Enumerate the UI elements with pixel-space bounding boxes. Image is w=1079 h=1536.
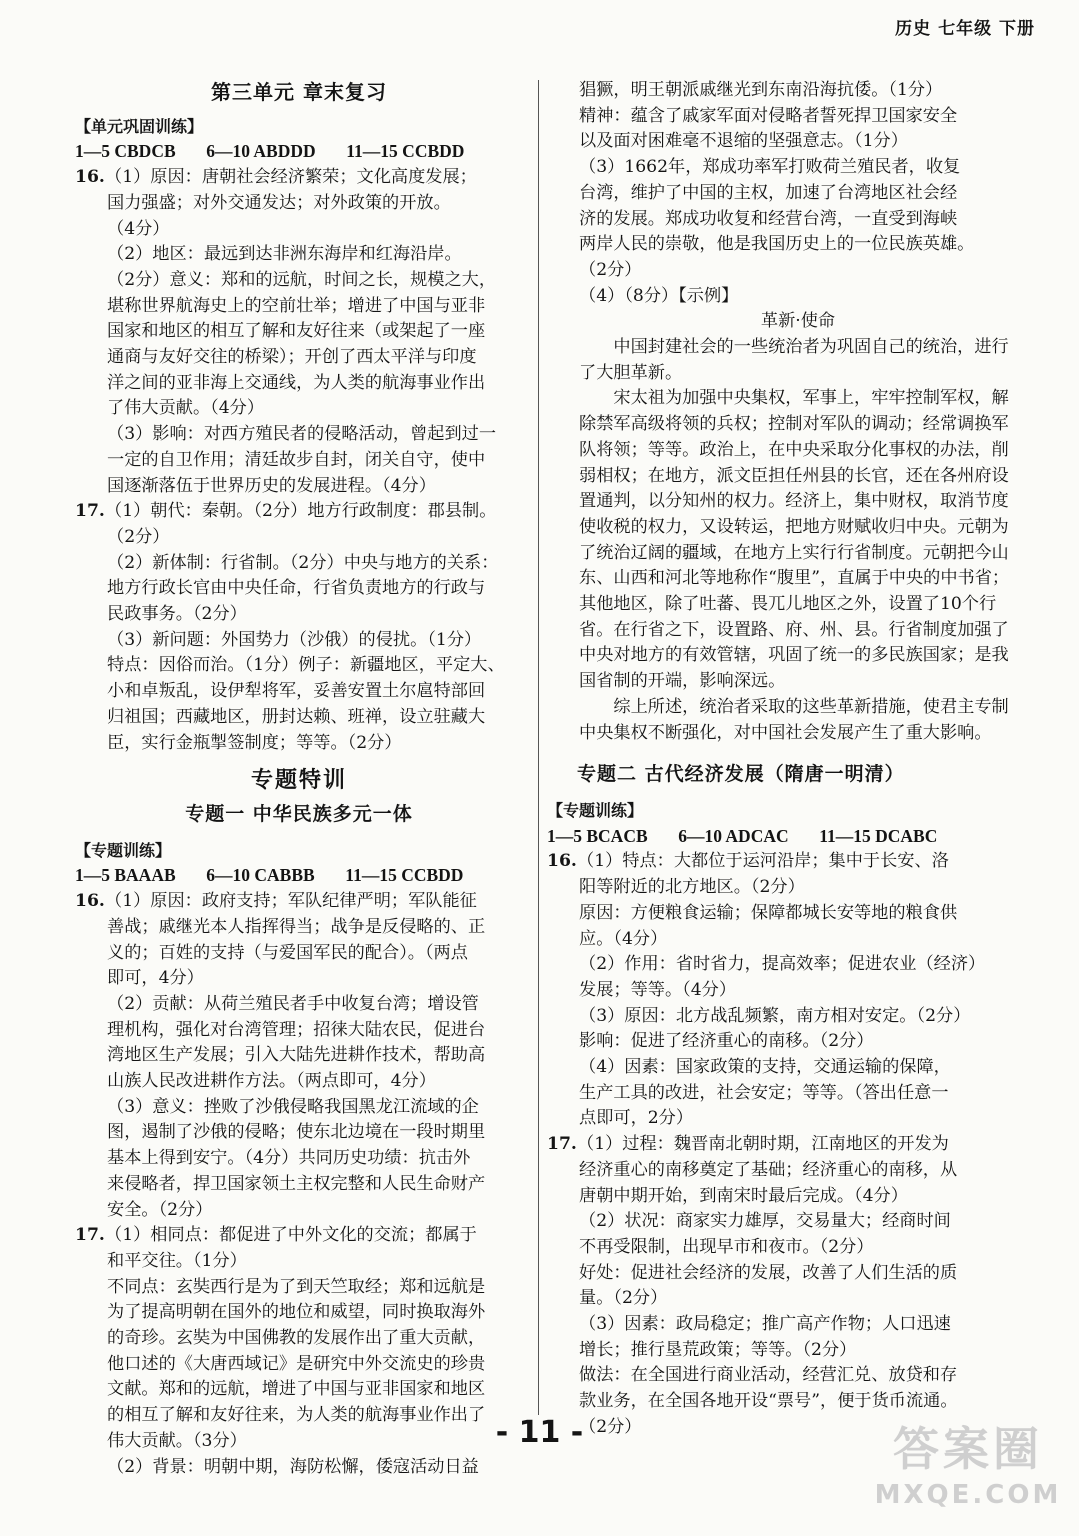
answer-line: 台湾，维护了中国的主权，加速了台湾地区社会经 (579, 182, 958, 203)
answer-line: 善战；戚继光本人指挥得当；战争是反侵略的、正 (107, 916, 486, 937)
answer-line: （4）（8分）【示例】 (579, 285, 739, 306)
answer-line: 应。（4分） (579, 928, 668, 949)
answer-line: （1）过程：魏晋南北朝时期，江南地区的开发为 (577, 1134, 949, 1155)
answer-line: 义的；百姓的支持（与爱国军民的配合）。（两点 (107, 942, 468, 963)
answer-line: 小和卓叛乱，设伊犁将军，妥善安置土尔扈特部回 (107, 681, 486, 702)
question-16-topic-1 (75, 889, 523, 1223)
choice-answers-unit: 1—5 CBDCB 6—10 ABDDD 11—15 CCBDD (75, 141, 465, 162)
column-divider (538, 80, 539, 1415)
answer-line: 臣，实行金瓶掣签制度；等等。（2分） (107, 732, 402, 753)
answer-line: 山族人民改进耕作方法。（两点即可，4分） (107, 1071, 436, 1092)
section-label-topic-2: 【专题训练】 (547, 800, 644, 820)
answer-line: （2）贡献：从荷兰殖民者手中收复台湾；增设管 (107, 993, 479, 1014)
question-number: 16. (547, 851, 577, 872)
answer-line: 图，遏制了沙俄的侵略；使东北边境在一段时期里 (107, 1122, 486, 1143)
answer-line: 唐朝中期开始，到南宋时最后完成。（4分） (579, 1185, 908, 1206)
section-label-topic-1: 【专题训练】 (75, 840, 172, 860)
answer-line: 地方行政长官由中央任命，行省负责地方的行政与 (107, 578, 486, 599)
answer-line: （3）意义：挫败了沙俄侵略我国黑龙江流域的企 (107, 1096, 479, 1117)
answer-line: （3）新问题：外国势力（沙俄）的侵扰。（1分） (107, 629, 482, 650)
answer-line: （1）原因：政府支持；军队纪律严明；军队能征 (105, 891, 477, 912)
page-number: - 11 - (495, 1415, 584, 1450)
answer-line: 通商与友好交往的桥梁）；开创了西太平洋与印度 (107, 347, 477, 368)
answer-line: 两岸人民的崇敬，他是我国历史上的一位民族英雄。 (579, 234, 975, 255)
answer-line: （1）相同点：都促进了中外文化的交流；都属于 (105, 1225, 477, 1246)
essay-paragraph: 宋太祖为加强中央集权，军事上，牢牢控制军权，解除禁军高级将领的兵权；控制对军队的调动；经常调换军队将领；等等。政治上，在中央采取分化事权的办法，削弱相权；在地方，派文臣担任州县的长官，还在各州府设置通判，以分知州的权力。经济上，集中财权，取消节度使收税的权力，又设转运，把地方财赋收归中央。元朝为了统治辽阔的疆域，在地方上实行行省制度。元朝把今山东、山西和河北等地称作“腹里”，直属于中央的中书省；其他地区，除了吐蕃、畏兀儿地区之外，设置了10个行省。在行省之下，设置路、府、州、县。行省制度加强了中央对地方的有效管辖，巩固了统一的多民族国家；是我国省制的开端，影响深远。 (579, 388, 1010, 692)
answer-line: 发展；等等。（4分） (579, 979, 737, 1000)
answer-line: 和平交往。（1分） (107, 1250, 247, 1271)
section-label-unit: 【单元巩固训练】 (75, 116, 204, 136)
question-number: 16. (75, 891, 105, 912)
answer-line: （2分）意义：郑和的远航，时间之长，规模之大， (107, 269, 497, 290)
answer-line: 了伟大贡献。（4分） (107, 398, 265, 419)
answer-line: 量。（2分） (579, 1288, 668, 1309)
answer-line: 民政事务。（2分） (107, 604, 247, 625)
answer-line: （1）朝代：秦朝。（2分）地方行政制度：郡县制。 (105, 501, 497, 522)
answer-line: （2）背景：明朝中期，海防松懈，倭寇活动日益 (107, 1456, 479, 1477)
answer-line: （2）新体制：行省制。（2分）中央与地方的关系： (107, 552, 499, 573)
essay-paragraph: 中国封建社会的一些统治者为巩固自己的统治，进行了大胆革新。 (579, 337, 1009, 383)
answer-line: （3）因素：政局稳定；推广高产作物；人口迅速 (579, 1314, 951, 1335)
question-16-topic-2 (547, 849, 1017, 1132)
answer-line: （2分） (579, 1416, 642, 1437)
left-column (75, 78, 523, 1480)
answer-line: 原因：方便粮食运输；保障都城长安等地的粮食供 (579, 902, 958, 923)
continued-answer (547, 78, 1017, 746)
answer-line: 来侵略者，捍卫国家领土主权完整和人民生命财产 (107, 1173, 486, 1194)
answer-line: （4分） (107, 218, 170, 239)
answer-line: 点即可，2分） (579, 1108, 694, 1129)
answer-line: 好处：促进社会经济的发展，改善了人们生活的质 (579, 1262, 958, 1283)
answer-line: 伟大贡献。（3分） (107, 1430, 247, 1451)
answer-line: 增长；推行垦荒政策；等等。（2分） (579, 1339, 857, 1360)
answer-line: 款业务，在全国各地开设“票号”，便于货币流通。 (579, 1391, 958, 1412)
header-subject: 历史 七年级 下册 (895, 19, 1035, 39)
answer-line: 阳等附近的北方地区。（2分） (579, 877, 805, 898)
answer-line: （4）因素：国家政策的支持，交通运输的保障， (579, 1057, 951, 1078)
answer-line: 洋之间的亚非海上交通线，为人类的航海事业作出 (107, 372, 486, 393)
answer-line: 为了提高明朝在国外的地位和威望，同时换取海外 (107, 1302, 486, 1323)
answer-line: 不同点：玄奘西行是为了到天竺取经；郑和远航是 (107, 1276, 486, 1297)
answer-line: 影响：促进了经济重心的南移。（2分） (579, 1031, 874, 1052)
topic-1-title: 专题一 中华民族多元一体 (185, 802, 413, 825)
answer-line: （2）状况：商家实力雄厚，交易量大；经商时间 (579, 1211, 951, 1232)
question-17-topic-2 (547, 1132, 1017, 1440)
answer-line: 以及面对困难毫不退缩的坚强意志。（1分） (579, 131, 908, 152)
special-training-title: 专题特训 (250, 768, 347, 794)
answer-line: 他口述的《大唐西域记》是研究中外交流史的珍贵 (107, 1353, 486, 1374)
answer-line: 生产工具的改进，社会安定；等等。（答出任意一 (579, 1082, 949, 1103)
answer-line: 即可，4分） (107, 968, 204, 989)
answer-line: 湾地区生产发展；引入大陆先进耕作技术，帮助高 (107, 1045, 486, 1066)
answer-line: 精神：蕴含了戚家军面对侵略者誓死捍卫国家安全 (579, 105, 958, 126)
watermark-text: 答案圈 (893, 1422, 1043, 1476)
answer-line: 归祖国；西藏地区，册封达赖、班禅，设立驻藏大 (107, 706, 486, 727)
answer-line: 猖獗，明王朝派戚继光到东南沿海抗倭。（1分） (579, 80, 943, 100)
answer-line: （1）原因：唐朝社会经济繁荣；文化高度发展； (105, 167, 477, 188)
answer-line: （3）影响：对西方殖民者的侵略活动，曾起到过一 (107, 424, 497, 445)
essay-title: 革新·使命 (760, 311, 836, 332)
answer-line: 基本上得到安宁。（4分）共同历史功绩：抗击外 (107, 1148, 471, 1169)
watermark-url: MXQE.COM (874, 1480, 1062, 1510)
question-17-unit (75, 499, 523, 756)
answer-line: （1）特点：大都位于运河沿岸；集中于长安、洛 (577, 851, 949, 872)
choice-answers-topic-2: 1—5 BCACB 6—10 ADCAC 11—15 DCABC (547, 825, 938, 846)
answer-line: 做法：在全国进行商业活动，经营汇兑、放贷和存 (579, 1365, 958, 1386)
choice-answers-topic-1: 1—5 BAAAB 6—10 CABBB 11—15 CCBDD (75, 865, 464, 886)
answer-line: 不再受限制，出现早市和夜市。（2分） (579, 1236, 874, 1257)
answer-line: 理机构，强化对台湾管理；招徕大陆农民，促进台 (107, 1019, 486, 1040)
answer-line: 一定的自卫作用；清廷故步自封，闭关自守，使中 (107, 449, 486, 470)
answer-line: 国逐渐落伍于世界历史的发展进程。（4分） (107, 475, 436, 496)
question-number: 17. (75, 1225, 105, 1246)
answer-line: 济的发展。郑成功收复和经营台湾，一直受到海峡 (579, 208, 958, 229)
question-number: 17. (547, 1134, 577, 1155)
question-number: 17. (75, 501, 105, 522)
watermark-logo (873, 1418, 1063, 1528)
answer-line: 国力强盛；对外交通发达；对外政策的开放。 (107, 192, 451, 213)
answer-line: （2分） (579, 259, 642, 280)
answer-line: 特点：因俗而治。（1分）例子：新疆地区，平定大、 (107, 655, 505, 676)
right-column (547, 78, 1017, 1441)
answer-line: （3）1662年，郑成功率军打败荷兰殖民者，收复 (579, 157, 961, 178)
question-number: 16. (75, 167, 105, 188)
answer-line: 国家和地区的相互了解和友好往来（或架起了一座 (107, 321, 486, 342)
answer-line: （2分） (107, 526, 170, 547)
answer-line: 经济重心的南移奠定了基础；经济重心的南移，从 (579, 1159, 958, 1180)
question-16-unit (75, 165, 523, 499)
answer-line: （3）原因：北方战乱频繁，南方相对安定。（2分） (579, 1005, 971, 1026)
topic-2-title: 专题二 古代经济发展（隋唐一明清） (577, 763, 905, 786)
answer-line: 文献。郑和的远航，增进了中国与亚非国家和地区 (107, 1379, 486, 1400)
answer-line: 堪称世界航海史上的空前壮举；增进了中国与亚非 (107, 295, 486, 316)
answer-line: （2）作用：省时省力，提高效率；促进农业（经济） (579, 954, 986, 975)
essay-paragraph: 综上所述，统治者采取的这些革新措施，使君主专制中央集权不断强化，对中国社会发展产生了重大影响。 (579, 696, 1009, 743)
answer-line: （2）地区：最远到达非洲东海岸和红海沿岸。 (107, 244, 462, 265)
answer-line: 的奇珍。玄奘为中国佛教的发展作出了重大贡献， (107, 1328, 486, 1349)
answer-line: 的相互了解和友好往来，为人类的航海事业作出了 (107, 1405, 486, 1426)
answer-line: 安全。（2分） (107, 1199, 213, 1220)
unit-title: 第三单元 章末复习 (211, 80, 387, 104)
